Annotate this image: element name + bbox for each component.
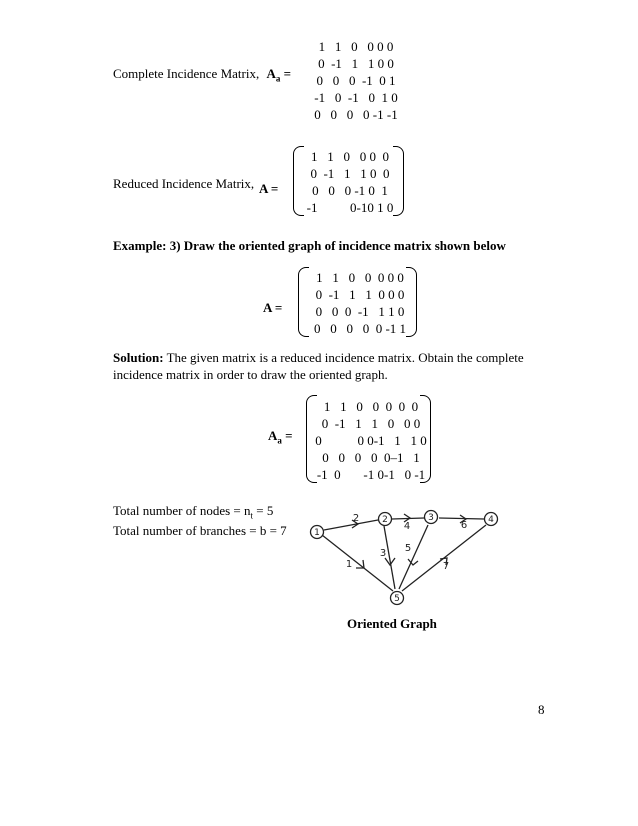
node-2-label: 2 — [382, 515, 388, 525]
matrix-row: 0 0 0 0 0–1 1 — [322, 450, 420, 465]
matrix-row: -1 0 -1 0 1 0 — [314, 90, 398, 105]
branch-7-label: 7 — [442, 561, 450, 572]
branch-5-label: 5 — [404, 543, 412, 554]
matrix-row: 0 -1 1 1 0 0 — [310, 166, 390, 181]
branch-5-line — [399, 525, 428, 589]
branch-2-line — [324, 520, 378, 530]
branch-3-label: 3 — [379, 548, 387, 559]
node-1-label: 1 — [314, 528, 320, 538]
branch-1-label: 1 — [345, 559, 353, 570]
branch-6-line — [439, 518, 484, 519]
reduced-matrix-label: Reduced Incidence Matrix, — [113, 176, 255, 191]
graph-caption: Oriented Graph — [347, 616, 437, 631]
reduced-incidence-matrix — [300, 148, 400, 216]
matrix-row: 0 -1 1 1 0 0 — [318, 56, 394, 71]
complete-matrix-label: Complete Incidence Matrix, $A_a$ = — [113, 66, 292, 84]
node-4-label: 4 — [488, 515, 494, 525]
matrix-row: 0 0 0 -1 0 1 — [312, 183, 388, 198]
matrix-row: 1 1 0 0 0 0 0 — [323, 399, 419, 414]
reduced-matrix-symbol: A = — [259, 181, 279, 196]
matrix-subscript: a — [275, 73, 281, 84]
matrix-row: 1 1 0 0 0 0 — [318, 39, 394, 54]
example-heading: Example: 3) Draw the oriented graph of incidence matrix shown below — [113, 238, 506, 253]
page-number: 8 — [538, 702, 545, 717]
oriented-graph — [300, 505, 510, 610]
block3-incidence-matrix — [312, 398, 430, 483]
matrix-row: 1 1 0 0 0 0 — [311, 149, 389, 164]
branch-1-line — [322, 535, 393, 591]
example-incidence-matrix — [304, 269, 416, 337]
matrix-row: 0 0 0 -1 1 1 0 — [315, 304, 405, 319]
matrix-row: 0 0 0-1 1 1 0 — [315, 433, 427, 448]
block3-symbol: $A_a$ = — [268, 428, 293, 446]
branch-6-label: 6 — [460, 520, 468, 531]
node-3-label: 3 — [428, 513, 434, 523]
example-matrix-symbol: A = — [263, 300, 283, 315]
matrix-row: 0 0 0 -1 0 1 — [316, 73, 396, 88]
branch-4-label: 4 — [403, 521, 411, 532]
matrix-row: 0 0 0 0 -1 -1 — [314, 107, 398, 122]
matrix-row: -1 0 -1 0-1 0 -1 — [316, 467, 426, 482]
solution-label: Solution: — [113, 350, 164, 365]
matrix-row: 1 1 0 0 0 0 0 — [316, 270, 404, 285]
matrix-row: 0 -1 1 1 0 0 0 — [321, 416, 421, 431]
node-5-label: 5 — [394, 594, 400, 604]
matrix-row: 0 -1 1 1 0 0 0 — [315, 287, 405, 302]
matrix-symbol: A — [266, 66, 276, 81]
solution-paragraph — [113, 349, 533, 383]
complete-incidence-matrix — [306, 38, 406, 123]
total-branches: Total number of branches = b = 7 — [113, 523, 287, 538]
solution-text: The given matrix is a reduced incidence matrix. Obtain the complete incidence matrix in order to draw the oriented graph. — [113, 350, 524, 382]
branch-2-label: 2 — [352, 513, 360, 524]
branch-5-arrow — [408, 559, 418, 565]
matrix-row: -1 0-10 1 0 — [306, 200, 394, 215]
total-nodes: Total number of nodes = $n_t = 5$ — [113, 503, 274, 521]
matrix-row: 0 0 0 0 0 -1 1 — [313, 321, 407, 336]
